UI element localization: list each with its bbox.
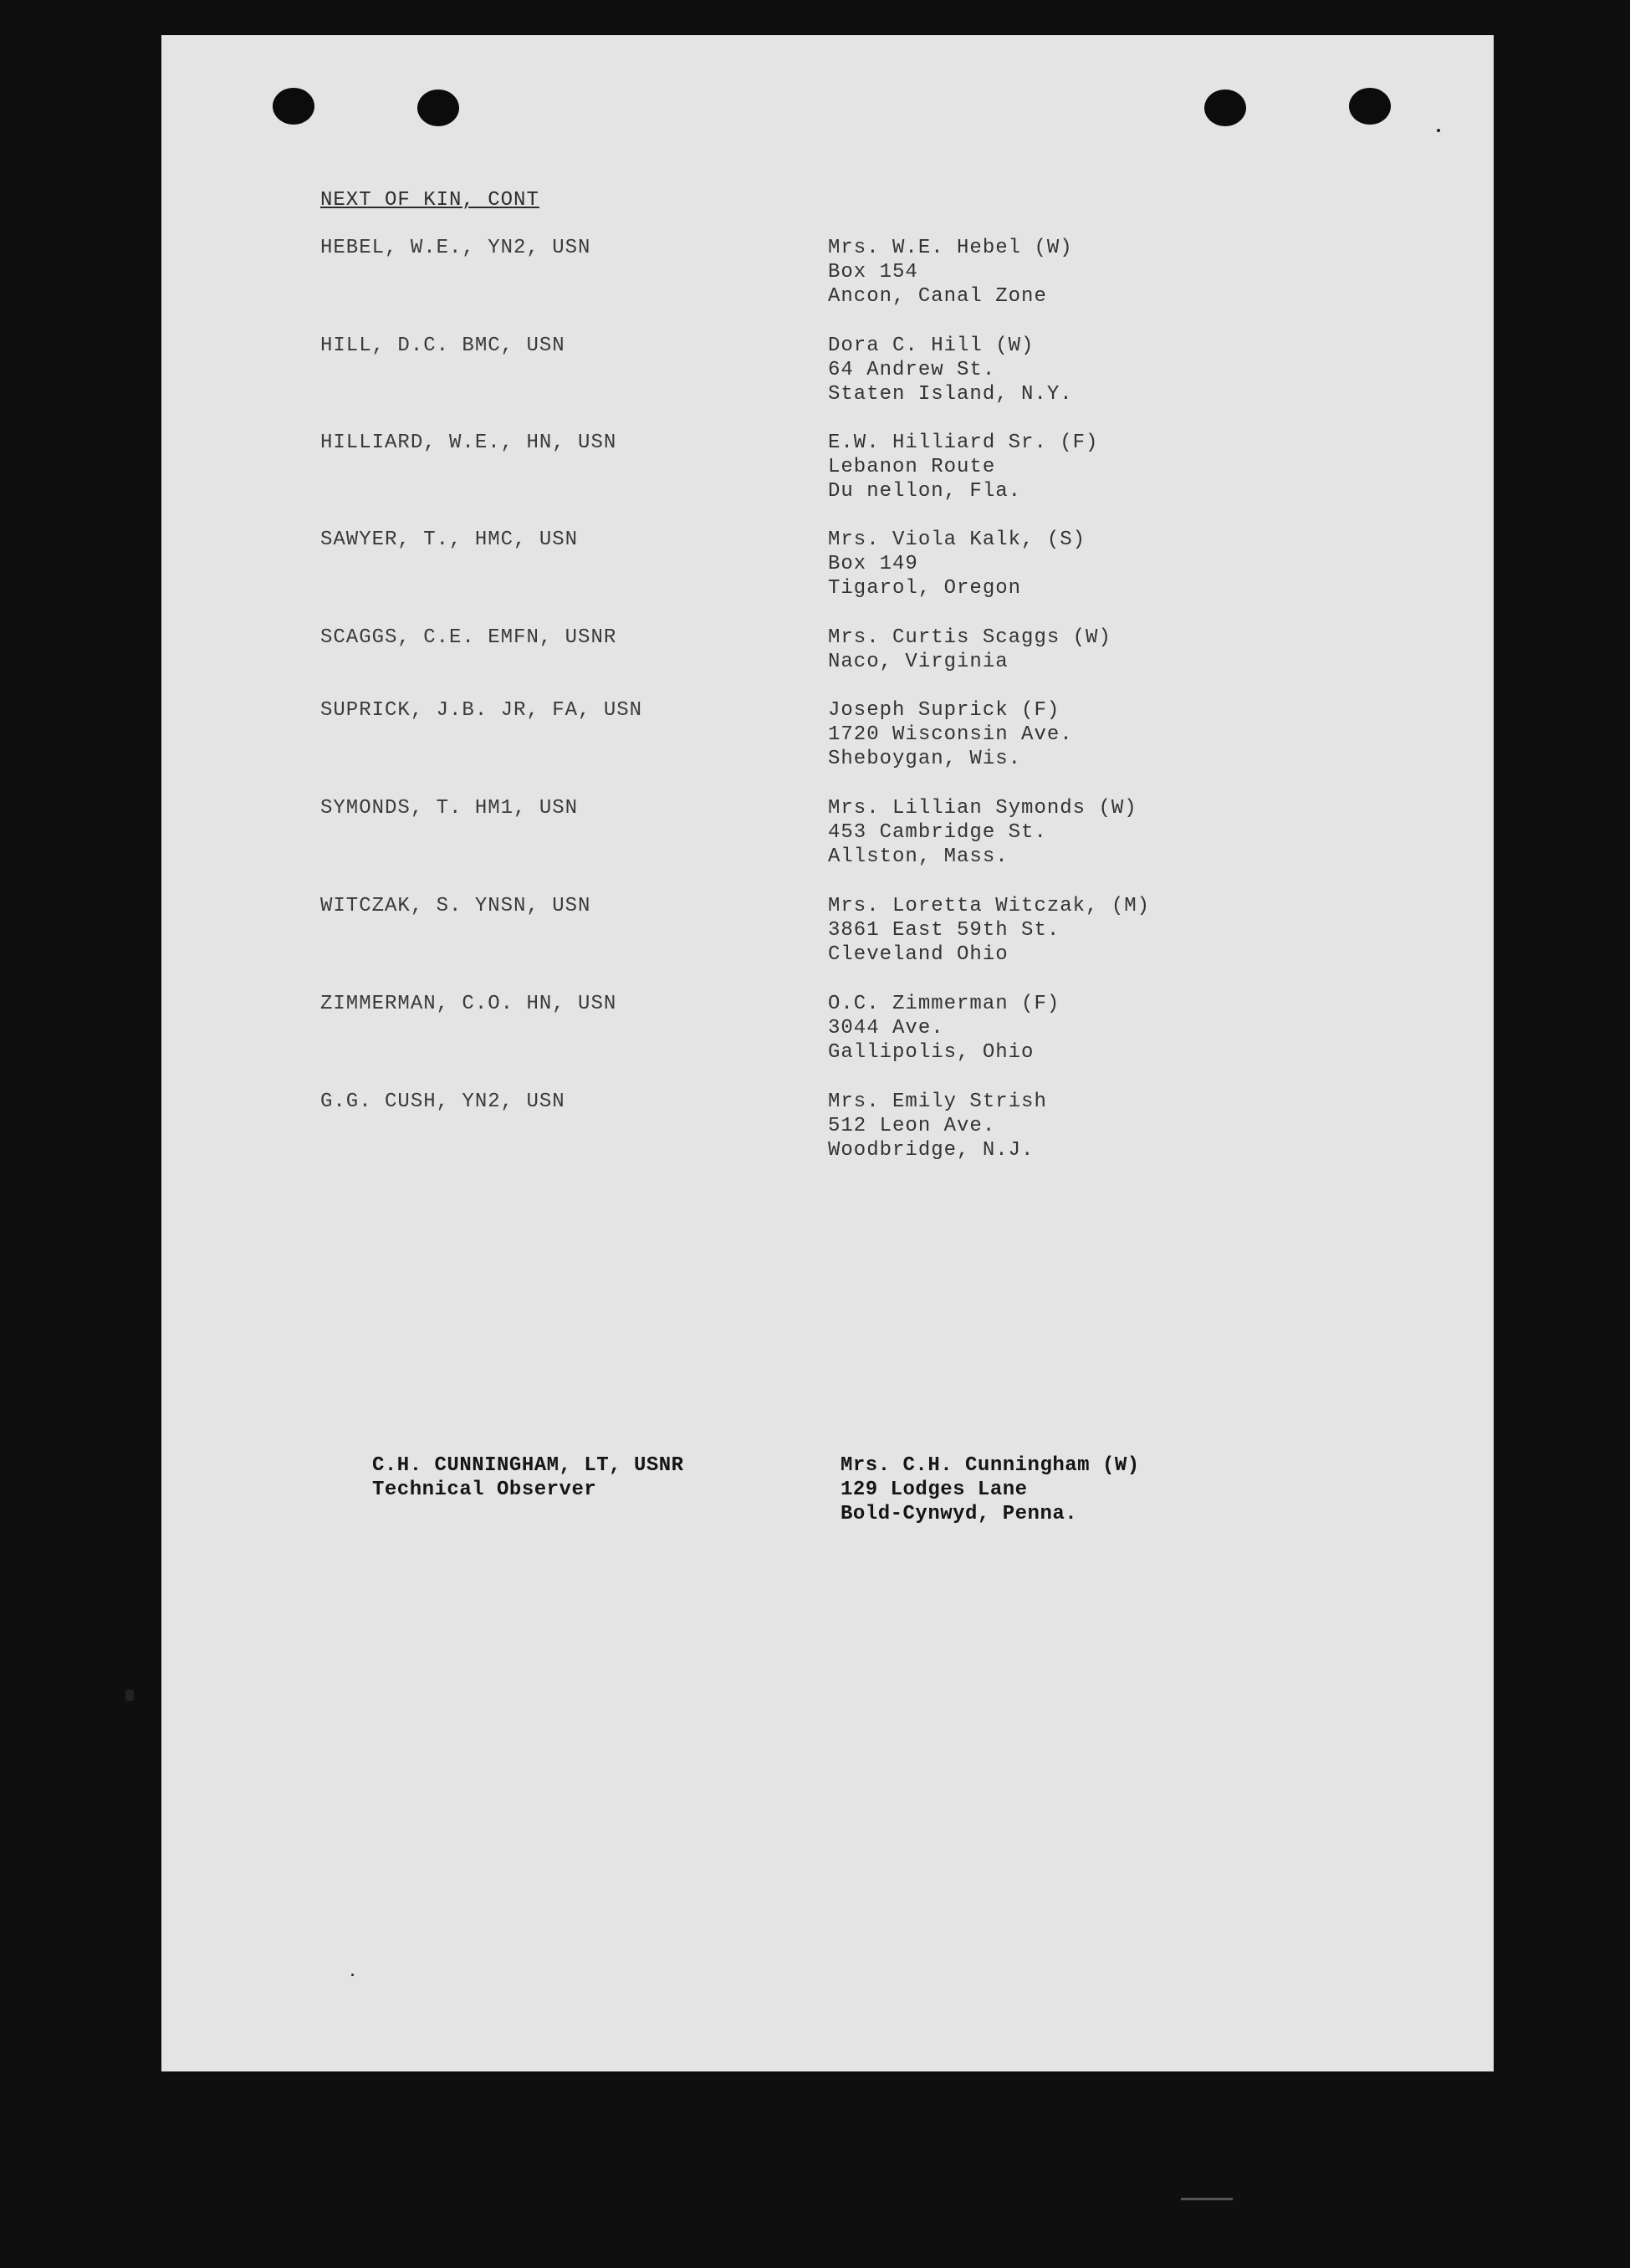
next-of-kin-address [828, 334, 1073, 406]
kin-line: Mrs. Viola Kalk, (S) [828, 529, 1086, 551]
officer-title-line: Technical Observer [372, 1479, 597, 1501]
next-of-kin-address [828, 236, 1073, 309]
kin-line: Allston, Mass. [828, 845, 1009, 868]
kin-line: Mrs. Emily Strish [828, 1091, 1047, 1113]
punch-hole [417, 89, 459, 126]
kin-line: O.C. Zimmerman (F) [828, 993, 1060, 1015]
sailor-name: SUPRICK, J.B. JR, FA, USN [320, 699, 643, 722]
sailor-name: SAWYER, T., HMC, USN [320, 529, 579, 551]
officer-next-of-kin [841, 1453, 1140, 1526]
document-page [161, 35, 1494, 2071]
next-of-kin-address [828, 431, 1098, 503]
scan-mark [125, 1689, 134, 1701]
kin-line: Box 154 [828, 261, 918, 284]
next-of-kin-address [828, 894, 1150, 967]
kin-line: 1720 Wisconsin Ave. [828, 723, 1073, 746]
sailor-name: SCAGGS, C.E. EMFN, USNR [320, 626, 617, 649]
kin-line: Mrs. Curtis Scaggs (W) [828, 626, 1111, 649]
page-heading: NEXT OF KIN, CONT [320, 189, 539, 212]
kin-line: Du nellon, Fla. [828, 480, 1022, 503]
kin-line: Sheboygan, Wis. [828, 748, 1022, 770]
kin-line: 3861 East 59th St. [828, 919, 1060, 942]
next-of-kin-address [828, 1090, 1047, 1162]
kin-line: Tigarol, Oregon [828, 577, 1022, 600]
kin-line: Cleveland Ohio [828, 943, 1009, 966]
sailor-name: HILLIARD, W.E., HN, USN [320, 432, 617, 454]
sailor-name: HEBEL, W.E., YN2, USN [320, 237, 591, 259]
next-of-kin-address [828, 796, 1137, 869]
kin-line: Mrs. C.H. Cunningham (W) [841, 1454, 1140, 1477]
kin-line: Ancon, Canal Zone [828, 285, 1047, 308]
sailor-name: WITCZAK, S. YNSN, USN [320, 895, 591, 917]
kin-line: Box 149 [828, 553, 918, 575]
kin-line: Woodbridge, N.J. [828, 1139, 1035, 1162]
kin-line: 64 Andrew St. [828, 359, 996, 381]
kin-line: 512 Leon Ave. [828, 1115, 996, 1137]
kin-line: 129 Lodges Lane [841, 1479, 1028, 1501]
kin-line: Gallipolis, Ohio [828, 1041, 1035, 1064]
punch-hole [1349, 88, 1391, 125]
sailor-name: SYMONDS, T. HM1, USN [320, 797, 579, 820]
kin-line: E.W. Hilliard Sr. (F) [828, 432, 1099, 454]
kin-line: Staten Island, N.Y. [828, 383, 1073, 406]
kin-line: Dora C. Hill (W) [828, 335, 1035, 357]
next-of-kin-address [828, 698, 1073, 771]
kin-line: Lebanon Route [828, 456, 996, 478]
next-of-kin-address [828, 626, 1111, 674]
sailor-name: G.G. CUSH, YN2, USN [320, 1091, 565, 1113]
kin-line: Naco, Virginia [828, 651, 1009, 673]
officer-name-line: C.H. CUNNINGHAM, LT, USNR [372, 1454, 684, 1477]
kin-line: Mrs. W.E. Hebel (W) [828, 237, 1073, 259]
kin-line: Joseph Suprick (F) [828, 699, 1060, 722]
next-of-kin-address [828, 992, 1060, 1065]
kin-line: 453 Cambridge St. [828, 821, 1047, 844]
kin-line: 3044 Ave. [828, 1017, 944, 1040]
scan-mark [1181, 2198, 1233, 2200]
scan-speck [1437, 129, 1440, 132]
kin-line: Bold-Cynwyd, Penna. [841, 1503, 1078, 1525]
kin-line: Mrs. Loretta Witczak, (M) [828, 895, 1151, 917]
scan-speck [351, 1974, 354, 1976]
officer-name [372, 1453, 684, 1502]
kin-line: Mrs. Lillian Symonds (W) [828, 797, 1137, 820]
sailor-name: ZIMMERMAN, C.O. HN, USN [320, 993, 617, 1015]
punch-hole [1204, 89, 1246, 126]
next-of-kin-address [828, 528, 1086, 600]
sailor-name: HILL, D.C. BMC, USN [320, 335, 565, 357]
punch-hole [273, 88, 314, 125]
